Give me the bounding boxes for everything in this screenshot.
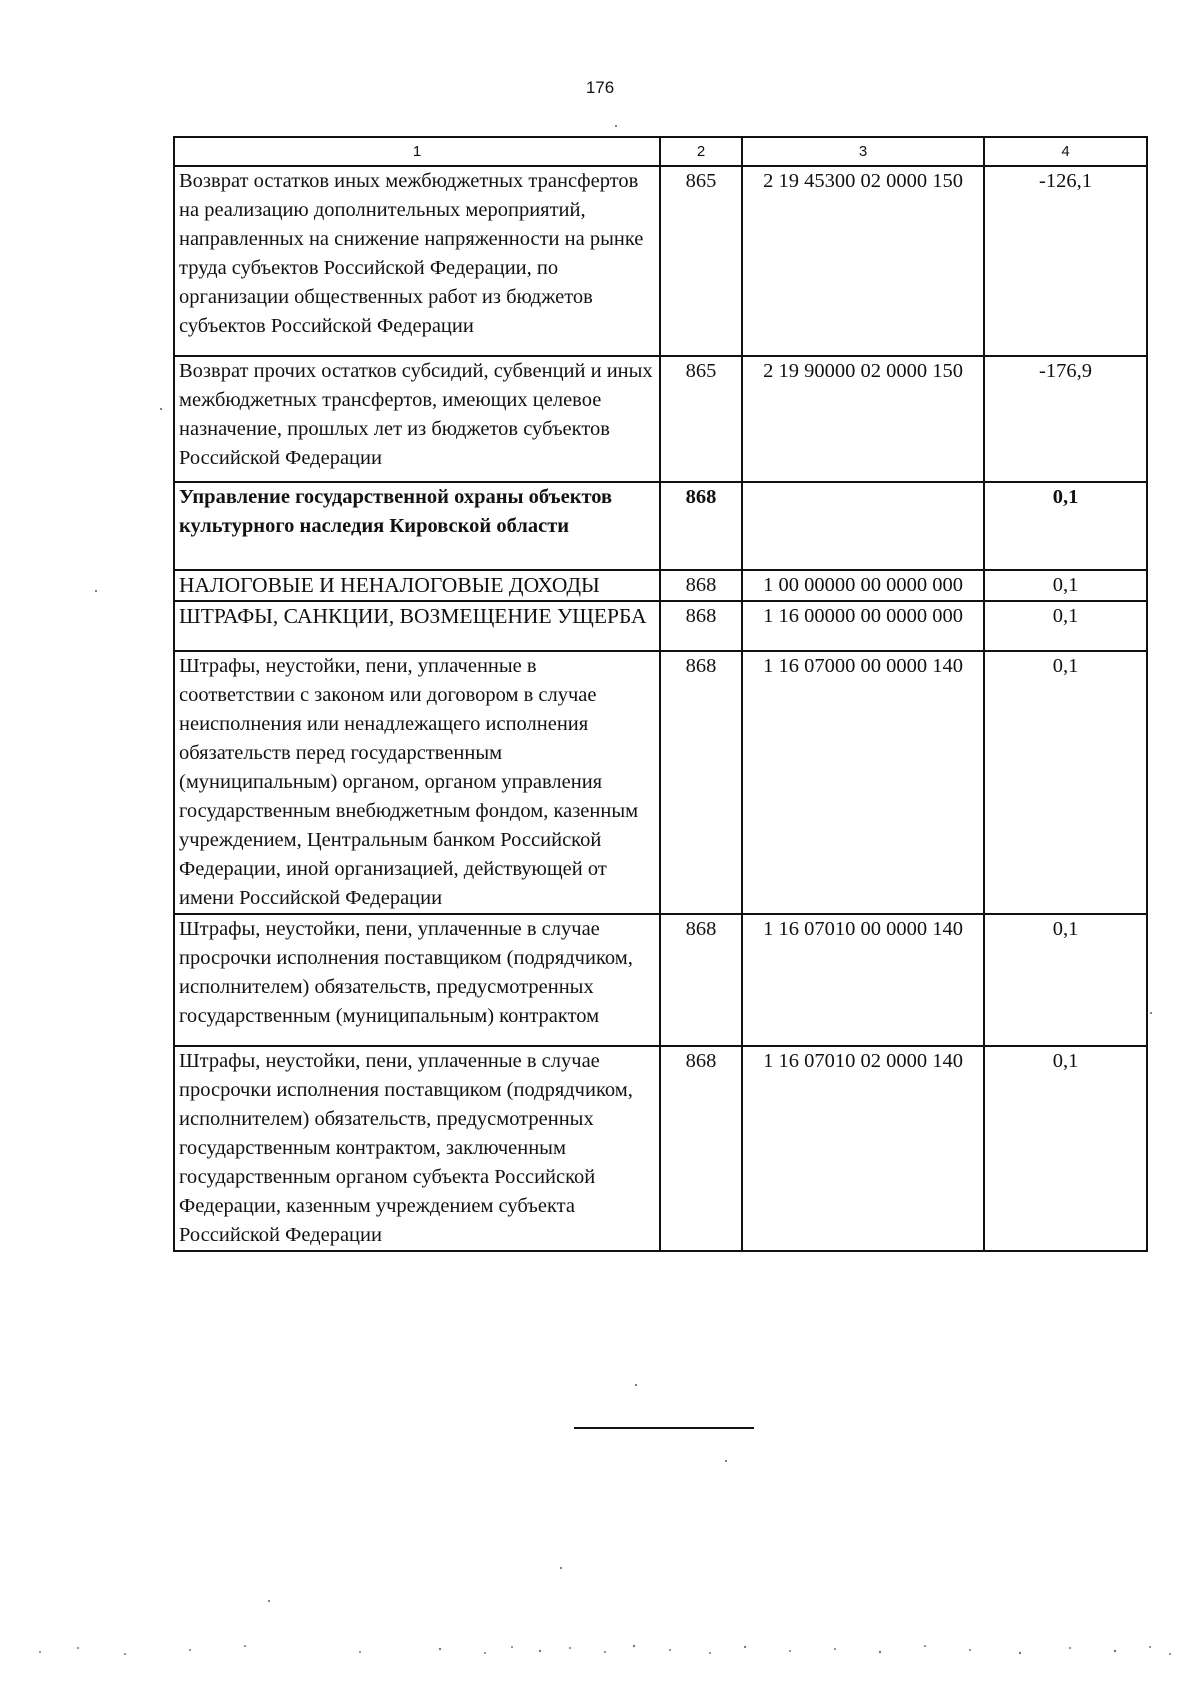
scan-speck <box>725 1460 727 1462</box>
table-row <box>174 651 1147 914</box>
table-header-row <box>174 137 1147 166</box>
scan-speck <box>635 1384 637 1386</box>
row-kbk-cell: 1 16 00000 00 0000 000 <box>742 601 984 651</box>
row-kbk-cell: 2 19 90000 02 0000 150 <box>742 356 984 482</box>
table-row <box>174 166 1147 356</box>
row-kbk-cell: 1 16 07000 00 0000 140 <box>742 651 984 914</box>
table-row <box>174 601 1147 651</box>
row-kbk-cell: 1 16 07010 02 0000 140 <box>742 1046 984 1251</box>
row-kbk-cell: 2 19 45300 02 0000 150 <box>742 166 984 356</box>
row-code-cell: 868 <box>660 651 742 914</box>
row-code-cell: 865 <box>660 356 742 482</box>
row-amount-cell: 0,1 <box>984 1046 1147 1251</box>
row-name-cell: Возврат прочих остатков субсидий, субвенций и иных межбюджетных трансфертов, имеющих целевое назначение, прошлых лет из бюджетов субъектов Российской Федерации <box>174 356 660 482</box>
row-amount-cell: 0,1 <box>984 651 1147 914</box>
scan-speck <box>268 1600 270 1602</box>
row-kbk-cell: 1 16 07010 00 0000 140 <box>742 914 984 1046</box>
row-amount-cell: 0,1 <box>984 570 1147 601</box>
row-name-cell: ШТРАФЫ, САНКЦИИ, ВОЗМЕЩЕНИЕ УЩЕРБА <box>174 601 660 651</box>
table-row <box>174 570 1147 601</box>
table-row <box>174 482 1147 570</box>
scan-speck <box>160 408 162 410</box>
row-name-cell: Возврат остатков иных межбюджетных трансфертов на реализацию дополнительных мероприятий, направленных на снижение напряженности на рынке труда субъектов Российской Федерации, по организации общественных работ из бюджетов субъектов Российской Федерации <box>174 166 660 356</box>
page-number: 176 <box>585 78 615 97</box>
row-code-cell: 868 <box>660 601 742 651</box>
row-code-cell: 865 <box>660 166 742 356</box>
scan-speck <box>615 125 617 127</box>
budget-revenue-table <box>173 136 1148 1252</box>
row-amount-cell: -176,9 <box>984 356 1147 482</box>
row-amount-cell: 0,1 <box>984 914 1147 1046</box>
row-amount-cell: -126,1 <box>984 166 1147 356</box>
row-amount-cell: 0,1 <box>984 601 1147 651</box>
row-amount-cell: 0,1 <box>984 482 1147 570</box>
column-header-1: 1 <box>174 137 660 166</box>
footer-divider-line <box>574 1427 754 1429</box>
table-row <box>174 356 1147 482</box>
column-header-2: 2 <box>660 137 742 166</box>
table-row <box>174 1046 1147 1251</box>
row-kbk-cell <box>742 482 984 570</box>
scan-speck <box>560 1567 562 1569</box>
scan-speck <box>95 590 97 592</box>
row-name-cell: НАЛОГОВЫЕ И НЕНАЛОГОВЫЕ ДОХОДЫ <box>174 570 660 601</box>
row-code-cell: 868 <box>660 914 742 1046</box>
scan-speck <box>1150 1012 1152 1014</box>
row-kbk-cell: 1 00 00000 00 0000 000 <box>742 570 984 601</box>
row-name-cell: Штрафы, неустойки, пени, уплаченные в соответствии с законом или договором в случае неисполнения или ненадлежащего исполнения обязательств перед государственным (муниципальным) органом, органом управления государственным внебюджетным фондом, казенным учреждением, Центральным банком Российской Федерации, иной организацией, действующей от имени Российской Федерации <box>174 651 660 914</box>
row-name-cell: Управление государственной охраны объектов культурного наследия Кировской области <box>174 482 660 570</box>
row-name-cell: Штрафы, неустойки, пени, уплаченные в случае просрочки исполнения поставщиком (подрядчиком, исполнителем) обязательств, предусмотренных государственным (муниципальным) контрактом <box>174 914 660 1046</box>
column-header-3: 3 <box>742 137 984 166</box>
row-code-cell: 868 <box>660 570 742 601</box>
row-code-cell: 868 <box>660 1046 742 1251</box>
scan-noise-band <box>30 1640 1180 1660</box>
row-code-cell: 868 <box>660 482 742 570</box>
column-header-4: 4 <box>984 137 1147 166</box>
table-row <box>174 914 1147 1046</box>
row-name-cell: Штрафы, неустойки, пени, уплаченные в случае просрочки исполнения поставщиком (подрядчиком, исполнителем) обязательств, предусмотренных государственным контрактом, заключенным государственным органом субъекта Российской Федерации, казенным учреждением субъекта Российской Федерации <box>174 1046 660 1251</box>
